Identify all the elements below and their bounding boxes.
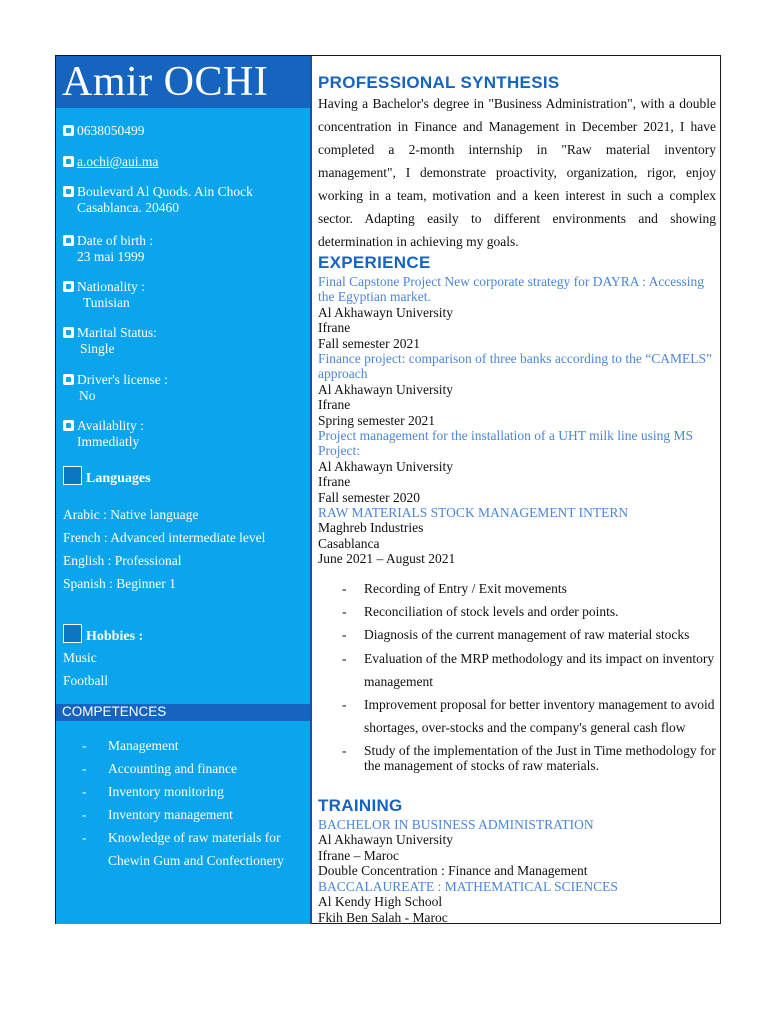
task-item: - Diagnosis of the current management of raw material stocks (318, 623, 718, 646)
experience-heading: EXPERIENCE (318, 253, 431, 272)
training-entry (318, 817, 718, 879)
training-entry (318, 879, 718, 925)
task-item: - Evaluation of the MRP methodology and its impact on inventory management (318, 647, 718, 693)
address-row (63, 184, 253, 216)
dob-row (63, 233, 153, 265)
task-item: - Reconciliation of stock levels and order points. (318, 600, 718, 623)
internship-tasks (318, 577, 718, 773)
license-row (63, 372, 168, 404)
sidebar (56, 56, 312, 924)
dob-label: Date of birth : (77, 233, 154, 248)
synthesis-text: Having a Bachelor's degree in "Business Administration", with a double concentration in Finance and Management in December 2021, I have completed a 2-month internship in "Raw material inventory management", I demonstrate proactivity, organization, rigor, enjoy working in a team, motivation and a keen interest in such a complex sector. Adapting easily to different environments and showing determination in achieving my goals. (318, 96, 716, 249)
nationality-label: Nationality : (77, 279, 145, 294)
training-place: Fkih Ben Salah - Maroc (318, 909, 448, 925)
address-line1: Boulevard Al Quods. Ain Chock (77, 184, 253, 199)
experience-title: RAW MATERIALS STOCK MANAGEMENT INTERN (318, 505, 629, 520)
competence-item: - Inventory management (82, 803, 306, 826)
languages-heading (63, 466, 151, 487)
hobbies-heading-text: Hobbies : (86, 629, 144, 644)
competence-item: - Inventory monitoring (82, 780, 306, 803)
competences-list (82, 734, 306, 872)
language-icon (63, 466, 82, 485)
email-row (63, 154, 158, 170)
experience-org: Maghreb Industries (318, 520, 424, 536)
car-icon (63, 374, 74, 385)
address-line2: Casablanca. 20460 (77, 200, 179, 215)
task-item: - Study of the implementation of the Just in Time methodology for the management of stocks of raw materials. (318, 739, 718, 773)
competences-heading: COMPETENCES (62, 704, 167, 719)
experience-title: Finance project: comparison of three banks according to the “CAMELS” approach (318, 351, 713, 382)
hobby-item: Music (63, 650, 97, 665)
calendar-icon (63, 235, 74, 246)
phone-row (63, 123, 145, 139)
experience-title: Project management for the installation of a UHT milk line using MS Project: (318, 428, 694, 459)
experience-date: Spring semester 2021 (318, 412, 435, 428)
home-icon (63, 186, 74, 197)
experience-entry (318, 505, 718, 567)
availability-row (63, 418, 144, 450)
experience-date: Fall semester 2021 (318, 335, 420, 351)
nationality-row (63, 279, 145, 311)
phone-icon (63, 125, 74, 136)
language-item: French : Advanced intermediate level (63, 530, 266, 545)
experience-org: Al Akhawayn University (318, 458, 453, 474)
candidate-name: Amir OCHI (62, 59, 269, 105)
experience-place: Ifrane (318, 397, 351, 413)
competence-item: - Knowledge of raw materials for Chewin Gum and Confectionery (82, 826, 306, 872)
experience-date: June 2021 – August 2021 (318, 551, 456, 567)
resume-page (55, 55, 721, 924)
hobbies-heading (63, 624, 143, 645)
language-item: Spanish : Beginner 1 (63, 576, 176, 591)
experience-date: Fall semester 2020 (318, 489, 420, 505)
competences-banner (56, 704, 310, 721)
nationality-value: Tunisian (83, 295, 130, 310)
task-item: - Recording of Entry / Exit movements (318, 577, 718, 600)
training-detail: Double Concentration : Finance and Management (318, 863, 588, 879)
experience-entry (318, 274, 718, 351)
language-item: Arabic : Native language (63, 507, 199, 522)
competence-item: - Accounting and finance (82, 757, 306, 780)
experience-title: Final Capstone Project New corporate strategy for DAYRA : Accessing the Egyptian market. (318, 274, 705, 305)
languages-heading-text: Languages (86, 471, 151, 486)
training-place: Ifrane – Maroc (318, 847, 399, 863)
experience-entry (318, 428, 718, 505)
task-item: - Improvement proposal for better inventory management to avoid shortages, over-stocks and the company's general cash flow (318, 693, 718, 739)
hobby-item: Football (63, 673, 109, 688)
experience-entry (318, 351, 718, 428)
globe-icon (63, 281, 74, 292)
name-banner (56, 56, 310, 108)
email-link[interactable]: a.ochi@aui.ma (77, 154, 159, 169)
synthesis-heading: PROFESSIONAL SYNTHESIS (318, 73, 560, 92)
marital-row (63, 325, 157, 357)
competence-item: - Management (82, 734, 306, 757)
person-icon (63, 327, 74, 338)
envelope-icon (63, 156, 74, 167)
experience-place: Ifrane (318, 320, 351, 336)
marital-value: Single (80, 341, 115, 356)
training-title: BACCALAUREATE : MATHEMATICAL SCIENCES (318, 879, 618, 894)
training-school: Al Akhawayn University (318, 832, 453, 848)
hobbies-icon (63, 624, 82, 643)
training-school: Al Kendy High School (318, 894, 443, 910)
availability-label: Availablity : (77, 418, 144, 433)
training-title: BACHELOR IN BUSINESS ADMINISTRATION (318, 817, 594, 832)
check-circle-icon (63, 420, 74, 431)
marital-label: Marital Status: (77, 325, 157, 340)
experience-org: Al Akhawayn University (318, 381, 453, 397)
experience-place: Casablanca (318, 535, 380, 551)
experience-place: Ifrane (318, 474, 351, 490)
dob-value: 23 mai 1999 (77, 249, 145, 264)
experience-org: Al Akhawayn University (318, 304, 453, 320)
license-value: No (79, 388, 96, 403)
training-heading: TRAINING (318, 796, 403, 815)
availability-value: Immediatly (77, 434, 140, 449)
phone-value: 0638050499 (77, 123, 145, 138)
license-label: Driver's license : (77, 372, 168, 387)
language-item: English : Professional (63, 553, 182, 568)
